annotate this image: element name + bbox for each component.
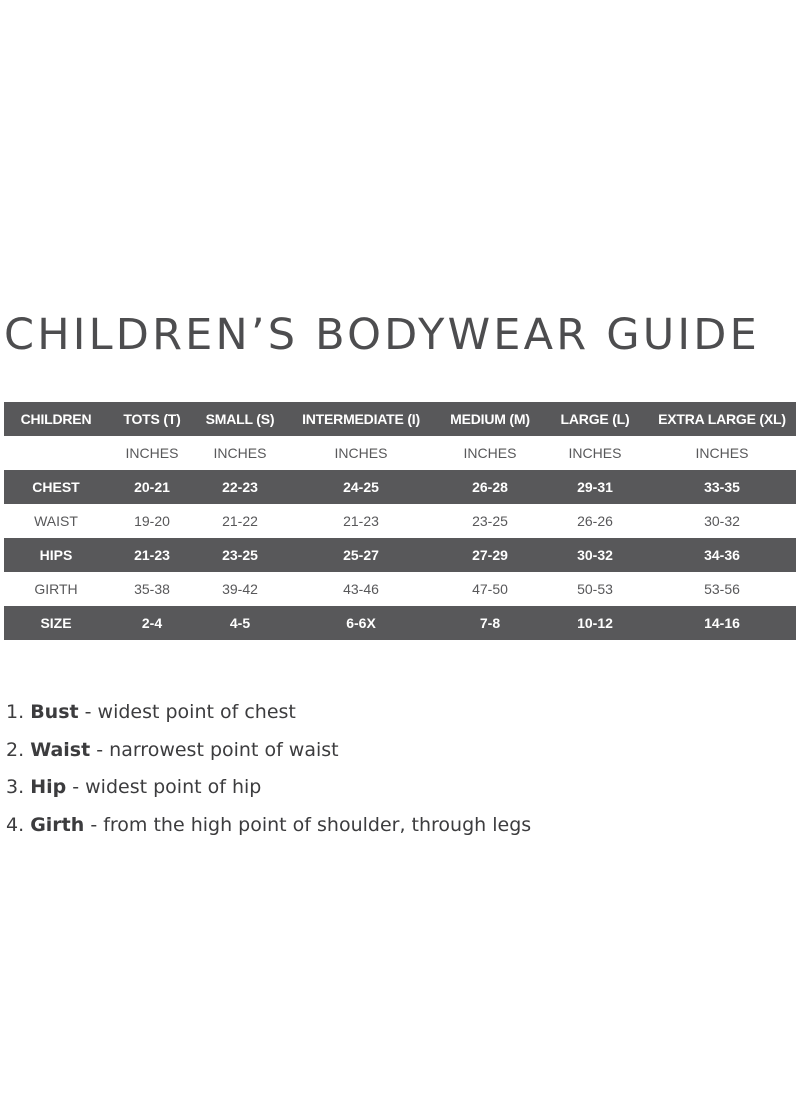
table-cell: 26-26	[542, 504, 648, 538]
table-cell: 20-21	[108, 470, 196, 504]
note-description: - widest point of hip	[72, 776, 262, 798]
note-description: - narrowest point of waist	[96, 738, 339, 761]
table-cell: 22-23	[196, 470, 284, 504]
units-cell: INCHES	[108, 436, 196, 470]
note-item	[6, 807, 531, 845]
note-term: Girth	[30, 813, 85, 836]
table-cell: 30-32	[542, 538, 648, 572]
table-cell: 21-23	[108, 538, 196, 572]
note-number: 3.	[6, 776, 25, 798]
table-cell: 39-42	[196, 572, 284, 606]
table-cell: 7-8	[438, 606, 542, 640]
units-cell: INCHES	[438, 436, 542, 470]
row-label: HIPS	[4, 538, 108, 572]
header-tots: TOTS (T)	[108, 402, 196, 436]
note-term: Bust	[30, 701, 79, 723]
table-cell: 4-5	[196, 606, 284, 640]
table-cell: 27-29	[438, 538, 542, 572]
table-cell: 21-22	[196, 504, 284, 538]
size-guide-table	[4, 402, 796, 640]
table-cell: 14-16	[648, 606, 796, 640]
note-number: 2.	[6, 738, 25, 761]
table-cell: 43-46	[284, 572, 438, 606]
table-row-waist	[4, 504, 796, 538]
note-item	[6, 694, 531, 732]
row-label: SIZE	[4, 606, 108, 640]
table-cell: 26-28	[438, 470, 542, 504]
note-description: - widest point of chest	[84, 701, 296, 723]
note-number: 1.	[6, 701, 25, 723]
header-medium: MEDIUM (M)	[438, 402, 542, 436]
table-cell: 29-31	[542, 470, 648, 504]
row-label: GIRTH	[4, 572, 108, 606]
table-cell: 47-50	[438, 572, 542, 606]
table-cell: 6-6X	[284, 606, 438, 640]
table-cell: 50-53	[542, 572, 648, 606]
header-intermediate: INTERMEDIATE (I)	[284, 402, 438, 436]
units-cell: INCHES	[284, 436, 438, 470]
table-row-size	[4, 606, 796, 640]
table-cell: 25-27	[284, 538, 438, 572]
page-title: CHILDREN’S BODYWEAR GUIDE	[4, 310, 760, 360]
note-item	[6, 769, 531, 807]
header-extra-large: EXTRA LARGE (XL)	[648, 402, 796, 436]
table-cell: 21-23	[284, 504, 438, 538]
table-cell: 2-4	[108, 606, 196, 640]
row-label: WAIST	[4, 504, 108, 538]
header-large: LARGE (L)	[542, 402, 648, 436]
table-cell: 23-25	[196, 538, 284, 572]
table-row-chest	[4, 470, 796, 504]
table-cell: 24-25	[284, 470, 438, 504]
table-row-girth	[4, 572, 796, 606]
table-cell: 10-12	[542, 606, 648, 640]
note-description: - from the high point of shoulder, through legs	[90, 813, 532, 836]
note-term: Waist	[30, 738, 91, 761]
table-row-hips	[4, 538, 796, 572]
row-label: CHEST	[4, 470, 108, 504]
table-cell: 33-35	[648, 470, 796, 504]
table-cell: 19-20	[108, 504, 196, 538]
table-header-row	[4, 402, 796, 436]
note-term: Hip	[30, 776, 67, 798]
units-cell: INCHES	[542, 436, 648, 470]
table-cell: 34-36	[648, 538, 796, 572]
units-cell: INCHES	[648, 436, 796, 470]
units-row	[4, 436, 796, 470]
units-cell: INCHES	[196, 436, 284, 470]
header-children: CHILDREN	[4, 402, 108, 436]
measurement-notes	[6, 694, 531, 844]
units-cell	[4, 436, 108, 470]
note-number: 4.	[6, 813, 25, 836]
note-item	[6, 732, 531, 770]
table-cell: 35-38	[108, 572, 196, 606]
table-cell: 30-32	[648, 504, 796, 538]
header-small: SMALL (S)	[196, 402, 284, 436]
table-cell: 23-25	[438, 504, 542, 538]
table-cell: 53-56	[648, 572, 796, 606]
